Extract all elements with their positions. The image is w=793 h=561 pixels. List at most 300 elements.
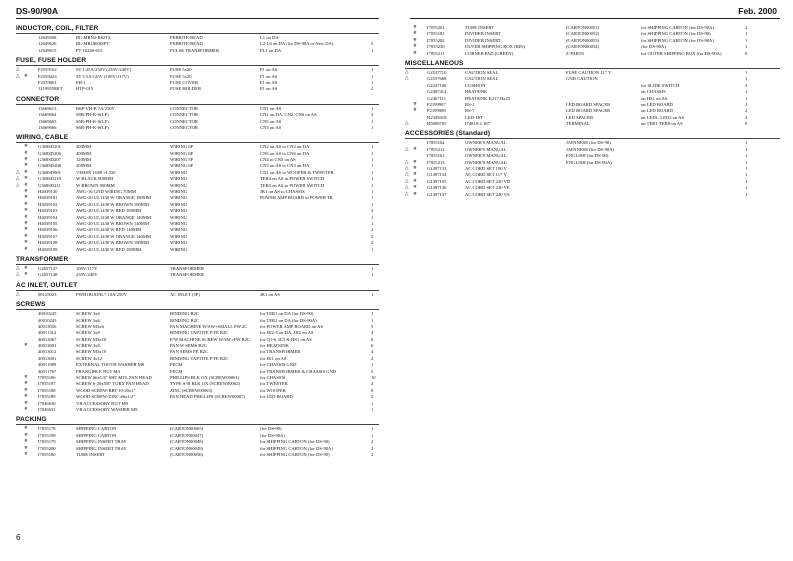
part-description: S5B-PH-K-S(LF) [76,118,109,124]
part-type: FUSE COVER [170,79,198,85]
part-type: WIRING [170,246,188,252]
part-description: AC CORD SET 230 VE [465,185,510,191]
part-type: (CARTON00065) [170,426,204,432]
new-part-mark: # [24,439,28,445]
safety-mark: △ [405,121,409,127]
part-location: for JK1 on AS [260,355,287,361]
part-location: CN3 on AS [260,124,282,130]
new-part-mark: # [413,166,417,172]
new-part-mark: # [24,406,28,412]
new-part-mark: # [24,381,28,387]
part-number: H4039102 [38,201,58,207]
part-location: for SHIPPING CARTON (for DS-90) [260,439,330,445]
part-quantity: 1 [745,159,748,165]
part-location: CN6 on AS to CN6 on DA [260,150,310,156]
part-quantity: 1 [371,163,374,169]
part-description: PT-10246-615 [76,47,103,53]
new-part-mark: # [24,208,28,214]
date-label: Feb. 2000 [738,6,777,16]
part-quantity: 8 [745,50,748,56]
part-number: H2349418 [427,114,447,120]
part-location: FL1 on DA [260,47,282,53]
safety-mark: △ [405,185,409,191]
part-description: HEATSINK K217 Ha25 [465,95,510,101]
part-description: SCREW M3x10 [76,336,107,342]
part-location: F1 on AS [260,67,278,73]
part-quantity: 1 [371,150,374,156]
new-part-mark: # [24,144,28,150]
part-description: RS-1 [465,101,475,107]
new-part-mark: # [24,265,28,271]
part-description: DIVIDER INSERT [465,37,501,43]
part-number: H4039103 [38,208,58,214]
safety-mark: △ [16,73,20,79]
safety-mark: △ [16,272,20,278]
part-location: L1 on DA [260,35,279,40]
section-divider [16,33,379,34]
part-quantity: 1 [371,426,374,432]
part-number: I7055181 [427,31,445,37]
part-description: TUBE INSERT [76,451,105,457]
part-location: CN5 on AS [260,118,282,124]
part-location: on LED1, LED2 on AS [641,114,685,120]
part-quantity: 1 [371,79,374,85]
part-location: for TRANSFORMER & CHASSIS GND [260,368,337,374]
part-type: WIRING [170,195,188,201]
parts-row [16,125,379,131]
part-quantity: 4 [371,330,374,336]
part-description: VEHSN L600 +L550 [76,169,116,175]
part-quantity: 1 [745,31,748,37]
part-type: WIRING [170,233,188,239]
part-quantity: 1 [745,95,748,101]
part-quantity: 1 [745,191,748,197]
part-type: JAPANESE (for DS-90A) [566,146,615,152]
part-quantity: 2 [371,227,374,233]
part-quantity: 2 [371,86,374,92]
part-quantity: 1 [371,400,374,406]
part-location: (for DS-90A) [641,44,666,50]
part-type: FUSE 5x20 [170,67,192,73]
part-location: for Q1-6, IC5 & HS1 on AS [260,336,312,342]
part-number: H4039107 [38,233,58,239]
new-part-mark: # [24,426,28,432]
new-part-mark: # [413,185,417,191]
part-type: WIRING 6P [170,163,194,169]
part-number: I7055178 [38,426,56,432]
part-number: G368SD211 [38,182,61,188]
part-quantity: 1 [745,185,748,191]
part-type: (CARTON00050) [170,451,204,457]
part-location: for SLIDE SWITCH [641,82,680,88]
part-description: OWNER'S MANUAL [465,146,507,152]
part-number: G2657147 [38,265,58,271]
new-part-mark: # [413,50,417,56]
part-quantity: 1 [371,169,374,175]
part-description: SCREW 3x6 [76,317,100,323]
part-type: WIRING [170,214,188,220]
new-part-mark: # [24,220,28,226]
part-type: WIRING [170,240,188,246]
part-location: on CHASSIS [641,89,666,95]
part-number: 12649626 [38,41,57,47]
part-description: AWG-20 UL1430 W BROWN 140MM [76,220,149,226]
part-type: WIRING [170,176,188,182]
new-part-mark: # [24,150,28,156]
part-description: RS-7 [465,108,475,114]
part-quantity: 2 [745,25,748,30]
part-type: AC INLET (3P) [170,291,200,297]
part-quantity: 1 [371,265,374,271]
section-divider [16,424,379,425]
part-type: (CARTON00054) [566,44,600,50]
parts-section [16,301,379,413]
new-part-mark: # [24,195,28,201]
part-type: GND CAUTION [566,76,598,82]
part-location: CN1 on AS [260,105,282,111]
part-quantity: 1 [371,195,374,201]
part-quantity: 1 [371,144,374,150]
part-location: (for DS-90A) [260,432,285,438]
new-part-mark: # [24,394,28,400]
part-type: WIRING 5P [170,157,194,163]
part-number: I7055180 [38,451,56,457]
part-quantity: 1 [371,291,374,297]
part-type: FECM [170,362,183,368]
part-quantity: 1 [371,189,374,195]
parts-row [16,86,379,92]
part-location: on LED BOARD [641,101,673,107]
part-number: G368SD201 [38,144,61,150]
part-number: I7055211 [427,50,445,56]
section-divider [405,68,780,69]
part-number: I7055201 [427,25,445,30]
part-description: S8B-PH-K-S(LF) [76,112,109,118]
part-description: AWG-16 GND WIRING 70MM [76,189,136,195]
part-number: 40013012 [38,349,57,355]
part-description: AC CORD SET 117 V [465,172,507,178]
part-number: F2559424 [38,73,57,79]
section-divider [16,290,379,291]
part-quantity: 2 [371,355,374,361]
part-type: CONNECTOR [170,105,198,111]
parts-section [405,130,780,198]
part-type: CONNECTOR [170,124,198,130]
part-number: 12199558KT [38,86,63,92]
part-location: F1 on AS [260,73,278,79]
part-quantity: 1 [371,246,374,252]
part-type: CONNECTOR [170,112,198,118]
part-description: AWG-20 UL1430 W ORANGE 140MM [76,233,151,239]
part-location: TER3 on AS to POWER SWITCH [260,182,325,188]
part-quantity: 5 [371,368,374,374]
safety-mark: △ [16,176,20,182]
part-type: FECM [170,368,183,374]
part-quantity: 1 [371,176,374,182]
part-type: Z-PARTS [566,50,584,56]
part-description: BL-MR1860ISPT [76,41,110,47]
new-part-mark: # [24,343,28,349]
part-quantity: 1 [745,178,748,184]
section-title: WIRING, CABLE [16,134,69,142]
part-description: OUTER SHIPPING BOX (BIN) [465,44,526,50]
part-description: B6P-VH-B 7A/250V [76,105,115,111]
safety-mark: △ [405,191,409,197]
part-location: for SHIPPING CARTON (for DS-90A) [260,445,333,451]
part-quantity: 1 [371,73,374,79]
new-part-mark: # [413,37,417,43]
new-part-mark: # [24,182,28,188]
part-quantity: 2 [745,108,748,114]
right-parts-column [405,22,780,200]
part-quantity: 2 [371,240,374,246]
part-type: BINDING B2C [170,311,199,317]
new-part-mark: # [413,101,417,107]
new-part-mark: # [24,432,28,438]
part-location: CN2 on AS to CN2 on DA [260,144,310,150]
parts-row [405,51,780,57]
part-location: F1 on AS [260,86,278,92]
part-description: OWNER'S MANUAL [465,159,507,165]
part-type: FUSE 5x20 [170,73,192,79]
new-part-mark: # [24,451,28,457]
part-quantity: 8 [745,121,748,127]
model-title: DS-90/90A [16,6,59,16]
parts-section [405,60,780,128]
parts-row [16,407,379,413]
parts-section [16,57,379,93]
part-number: H4039130 [38,189,58,195]
safety-mark: △ [16,265,20,271]
safety-mark: △ [405,76,409,82]
parts-section [16,96,379,132]
part-number: F2559001 [38,79,57,85]
part-number: 12649268 [38,35,57,40]
parts-row [16,452,379,458]
part-description: ST 3.5A/125V (100V/117V) [76,73,129,79]
part-location: on LED BOARD [641,108,673,114]
part-number: 13669666 [38,124,57,130]
section-divider [16,104,379,105]
part-number: I7055230 [427,44,445,50]
part-description: AWG-20 UL1430 W ORANGE 180MM [76,195,151,201]
new-part-mark: # [24,163,28,169]
part-location: on TER1-TER8 on AS [641,121,683,127]
part-location: for SHIPPING CARTON (for DS-90A) [641,25,714,30]
part-description: AWG-20 UL1430 W ORANGE 140MM [76,214,151,220]
part-quantity: 1 [745,166,748,172]
section-title: TRANSFORMER [16,255,69,263]
part-description: OWNER'S MANUAL [465,140,507,146]
part-type: PAN SEMS FE B2C [170,349,208,355]
part-type: BINDING TAPTITE P FE B2C [170,355,229,361]
part-location: for TER1 on DA (for DS-90A) [260,317,317,323]
part-quantity: 1 [371,157,374,163]
part-number: 13669613 [38,105,57,111]
new-part-mark: # [24,201,28,207]
part-quantity: 2 [371,445,374,451]
part-type: WIRING [170,201,188,207]
parts-row [16,272,379,278]
part-type: (CARTON00049) [170,445,204,451]
new-part-mark: # [24,240,28,246]
part-number: I7055212 [427,146,445,152]
part-description: SHIPPING CARTON [76,432,117,438]
part-number: I7055186 [38,375,56,381]
part-type: WIRING [170,220,188,226]
part-number: H4039104 [38,214,58,220]
parts-section [16,256,379,279]
part-quantity: 2 [745,114,748,120]
part-location: for LED BOARD [260,394,293,400]
part-number: H4039101 [38,195,58,201]
part-number: G2467111 [427,95,447,101]
part-number: I7055199 [38,432,56,438]
new-part-mark: # [24,157,28,163]
part-number: G368SD208 [38,163,61,169]
part-type: FUSE CAUTION 117 V [566,69,612,75]
part-location: JK1 on AS [260,291,280,297]
part-description: SCREW 4x12 [76,355,103,361]
part-description: W BLACK 900MM [76,176,114,182]
part-quantity: 1 [371,432,374,438]
part-number: 40010245 [38,317,57,323]
new-part-mark: # [24,214,28,220]
part-description: CAUTION SEAL [465,69,499,75]
parts-row [405,192,780,198]
part-description: SCREW M3x10 [76,349,107,355]
new-part-mark: # [413,159,417,165]
section-divider [16,65,379,66]
part-type: (CARTON00048) [170,439,204,445]
part-description: SHIPPING INSERT TRAY [76,439,127,445]
part-number: 13669664 [38,112,57,118]
part-location: for OUTER SHIPPING BOX (for DS-90A) [641,50,722,56]
new-part-mark: # [24,387,28,393]
section-title: ACCESSORIES (Standard) [405,130,490,138]
new-part-mark: # [413,31,417,37]
new-part-mark: # [24,375,28,381]
part-quantity: 1 [745,37,748,43]
part-number: G368SD206 [38,150,61,156]
part-location: on HS1 on AS [641,95,668,101]
part-type: WIRING 6P [170,150,194,156]
section-divider [16,142,379,143]
part-type: TRANSFORMER [170,265,204,271]
part-quantity: 1 [371,201,374,207]
part-number: G1497137 [427,191,447,197]
part-type: PAN W SEMS B2C [170,343,207,349]
part-location: for TRANSFORMER [260,349,301,355]
part-quantity: 1 [745,76,748,82]
part-type: PHILLIPS BLK OX (SCREW00061) [170,375,240,381]
part-description: 200MM [76,163,92,169]
safety-mark: △ [16,169,20,175]
part-quantity: 1 [745,44,748,50]
part-description: PWH1B1SINL7 10A/250V [76,291,127,297]
part-description: LED-18T [465,114,483,120]
part-location: for TER1 on DA (for DS-90) [260,311,314,317]
part-type: (CARTON00051) [566,25,600,30]
part-type: CONNECTOR [170,118,198,124]
part-number: G368SD207 [38,157,61,163]
part-description: SCREW 3x8 [76,330,100,336]
part-number: G368SD901 [38,169,61,175]
part-description: 400MM [76,150,92,156]
part-quantity: 1 [371,124,374,130]
part-number: I7055161 [427,153,445,159]
part-number: I7055200 [38,445,56,451]
section-divider [16,309,379,310]
new-part-mark: # [24,246,28,252]
part-quantity: 4 [371,349,374,355]
part-location: CN3 on AS to CN3 on DA [260,163,310,169]
part-location: F1 on AS [260,79,278,85]
part-location: for HEATSINK [260,343,289,349]
part-description: HEATSINK [465,89,488,95]
part-type: (CARTON00047) [170,432,204,438]
part-number: 40010245 [38,311,57,317]
part-quantity: 3 [371,112,374,118]
part-description: SCREW 6-20x5/8" TORX PAN HEAD [76,381,149,387]
part-number: H5009705 [427,121,447,127]
section-divider [405,138,780,139]
safety-mark: △ [405,166,409,172]
part-location: for SHIPPING CARTON (for DS-90) [260,451,330,457]
new-part-mark: # [24,227,28,233]
part-description: HTF-015 [76,86,94,92]
part-description: W BROWN 900MM [76,182,115,188]
part-number: H4039106 [38,227,58,233]
part-number: I7055189 [38,394,56,400]
new-part-mark: # [413,108,417,114]
part-quantity: 1 [371,105,374,111]
safety-mark: △ [16,182,20,188]
part-type: BINDING TAPTITE P FE B2C [170,330,229,336]
part-number: 40011312 [38,330,57,336]
part-description: 230V/240V [76,272,98,278]
part-quantity: 8 [371,387,374,393]
part-description: AC CORD SET 240 VA [465,191,510,197]
part-number: F2199907 [427,101,446,107]
part-type: WIRING [170,182,188,188]
part-quantity: 1 [371,182,374,188]
part-number: F2199908 [427,108,446,114]
part-type: FUSE HOLDER [170,86,202,92]
part-number: H4039105 [38,220,58,226]
part-description: VR ACCESSORY WASHER M9 [76,406,138,412]
safety-mark: △ [16,291,20,297]
part-quantity: 1 [745,172,748,178]
part-quantity: 2 [371,233,374,239]
part-quantity: 6 [371,343,374,349]
part-type: WIRING 6P [170,144,194,150]
part-type: (CARTON00052) [566,31,600,37]
part-description: S6B-PH-K-S(LF) [76,124,109,130]
part-quantity: 1 [371,214,374,220]
safety-mark: △ [16,67,20,73]
part-description: SCREW M3x6 [76,323,104,329]
part-number: I7046631 [38,406,56,412]
part-quantity: 4 [371,381,374,387]
part-description: AWG-20 UL1430 W RED 180MM [76,208,142,214]
part-quantity: 1 [745,140,748,146]
part-number: I7055202 [427,37,445,43]
part-quantity: 1 [371,272,374,278]
part-number: G2537710 [427,69,447,75]
part-quantity: 1 [745,146,748,152]
part-type: LED BOARD SPACER [566,108,611,114]
